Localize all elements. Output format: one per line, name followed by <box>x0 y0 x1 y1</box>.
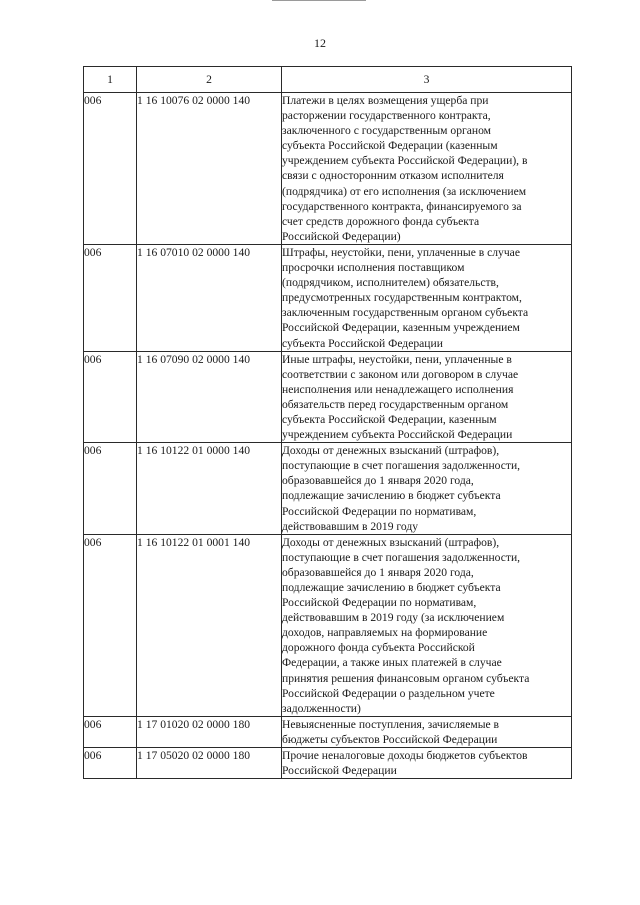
admin-code-cell: 006 <box>84 534 137 716</box>
description-cell <box>282 716 572 747</box>
table-row <box>84 716 572 747</box>
table-row <box>84 244 572 351</box>
column-header-2: 2 <box>137 67 282 93</box>
admin-code-cell: 006 <box>84 443 137 535</box>
table-row <box>84 93 572 245</box>
description-text: Платежи в целях возмещения ущерба при расторжении государственного контракта, заключенного с государственным органом субъекта Российской Федерации (казенным учреждением субъекта Российской Федерации), в связи с односторонним отказом исполнителя (подрядчика) от его исполнения (за исключением государственного контракта, финансируемого за счет средств дорожного фонда субъекта Российской Федерации) <box>282 94 528 243</box>
table-header-row <box>84 67 572 93</box>
kbk-code-cell: 1 16 07010 02 0000 140 <box>137 244 282 351</box>
page-top-rule <box>272 0 366 1</box>
table-row <box>84 443 572 535</box>
description-cell <box>282 351 572 443</box>
revenue-codes-table <box>83 66 572 779</box>
table-row <box>84 748 572 779</box>
description-text: Доходы от денежных взысканий (штрафов), поступающие в счет погашения задолженности, образовавшейся до 1 января 2020 года, подлежащие зачислению в бюджет субъекта Российской Федерации по нормативам, действовавшим в 2019 году (за исключением доходов, направляемых на формирование дорожного фонда субъекта Российской Федерации, а также иных платежей в случае принятия решения финансовым органом субъекта Российской Федерации о раздельном учете задолженности) <box>282 535 530 715</box>
description-text: Прочие неналоговые доходы бюджетов субъектов Российской Федерации <box>282 749 528 778</box>
kbk-code-cell: 1 16 07090 02 0000 140 <box>137 351 282 443</box>
kbk-code-cell: 1 17 01020 02 0000 180 <box>137 716 282 747</box>
description-cell <box>282 534 572 716</box>
kbk-code-cell: 1 16 10122 01 0000 140 <box>137 443 282 535</box>
admin-code-cell: 006 <box>84 244 137 351</box>
admin-code-cell: 006 <box>84 716 137 747</box>
admin-code-cell: 006 <box>84 351 137 443</box>
kbk-code-cell: 1 16 10122 01 0001 140 <box>137 534 282 716</box>
admin-code-cell: 006 <box>84 748 137 779</box>
description-cell <box>282 244 572 351</box>
page-number: 12 <box>314 36 326 50</box>
description-text: Доходы от денежных взысканий (штрафов), поступающие в счет погашения задолженности, образовавшейся до 1 января 2020 года, подлежащие зачислению в бюджет субъекта Российской Федерации по нормативам, действовавшим в 2019 году <box>282 444 521 533</box>
description-text: Штрафы, неустойки, пени, уплаченные в случае просрочки исполнения поставщиком (подрядчиком, исполнителем) обязательств, предусмотренных государственным контрактом, заключенным государственным органом субъекта Российской Федерации, казенным учреждением субъекта Российской Федерации <box>282 245 529 350</box>
column-header-3: 3 <box>282 67 572 93</box>
description-cell <box>282 93 572 245</box>
admin-code-cell: 006 <box>84 93 137 245</box>
kbk-code-cell: 1 17 05020 02 0000 180 <box>137 748 282 779</box>
kbk-code-cell: 1 16 10076 02 0000 140 <box>137 93 282 245</box>
table-row <box>84 351 572 443</box>
table-row <box>84 534 572 716</box>
description-text: Невыясненные поступления, зачисляемые в бюджеты субъектов Российской Федерации <box>282 717 500 746</box>
description-cell <box>282 443 572 535</box>
description-cell <box>282 748 572 779</box>
description-text: Иные штрафы, неустойки, пени, уплаченные в соответствии с законом или договором в случае неисполнения или ненадлежащего исполнения обязательств перед государственным органом субъекта Российской Федерации, казенным учреждением субъекта Российской Федерации <box>282 352 519 442</box>
column-header-1: 1 <box>84 67 137 93</box>
